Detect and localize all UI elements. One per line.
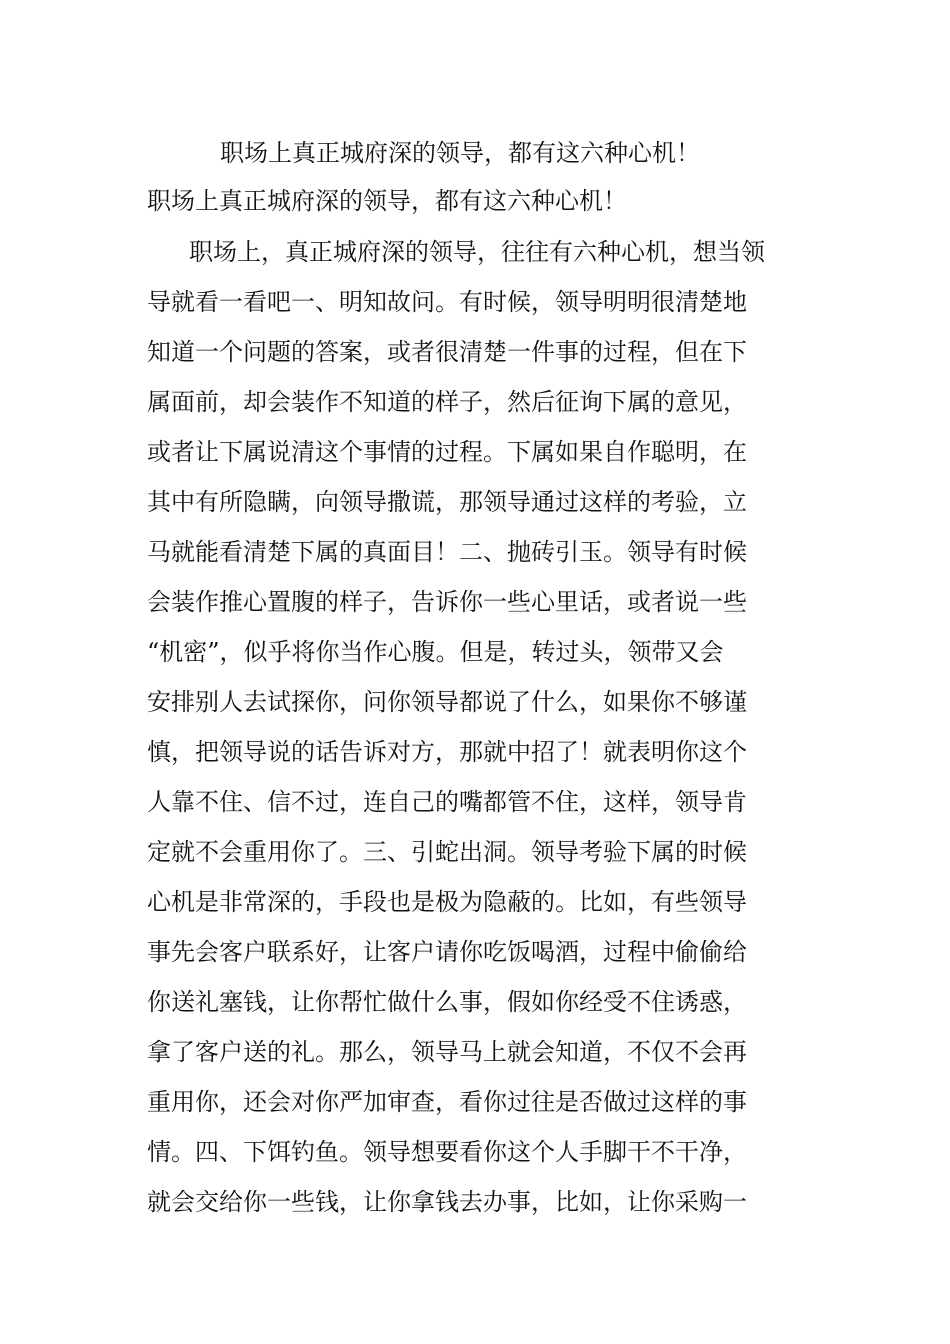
body-line: 导就看一看吧一、明知故问。有时候，领导明明很清楚地 — [147, 288, 747, 316]
body-line: 定就不会重用你了。三、引蛇出洞。领导考验下属的时候 — [147, 838, 747, 866]
body-line: 或者让下属说清这个事情的过程。下属如果自作聪明，在 — [147, 438, 747, 466]
body-line: 心机是非常深的，手段也是极为隐蔽的。比如，有些领导 — [147, 888, 747, 916]
body-line: 马就能看清楚下属的真面目！二、抛砖引玉。领导有时候 — [147, 538, 747, 566]
body-line: 拿了客户送的礼。那么，领导马上就会知道，不仅不会再 — [147, 1038, 747, 1066]
body-line: 其中有所隐瞒，向领导撒谎，那领导通过这样的考验，立 — [147, 488, 747, 516]
document-title: 职场上真正城府深的领导，都有这六种心机！ — [220, 139, 700, 167]
document-subtitle: 职场上真正城府深的领导，都有这六种心机！ — [147, 187, 627, 215]
body-line: 你送礼塞钱，让你帮忙做什么事，假如你经受不住诱惑， — [147, 988, 747, 1016]
body-line: 人靠不住、信不过，连自己的嘴都管不住，这样，领导肯 — [147, 788, 747, 816]
body-line: 重用你，还会对你严加审查，看你过往是否做过这样的事 — [147, 1088, 747, 1116]
body-line: 属面前，却会装作不知道的样子，然后征询下属的意见， — [147, 388, 747, 416]
body-line: 就会交给你一些钱，让你拿钱去办事，比如，让你采购一 — [147, 1188, 747, 1216]
body-line: 情。四、下饵钓鱼。领导想要看你这个人手脚干不干净， — [147, 1138, 747, 1166]
body-line: 慎，把领导说的话告诉对方，那就中招了！就表明你这个 — [147, 738, 747, 766]
body-paragraph — [147, 232, 812, 1232]
body-line: 会装作推心置腹的样子，告诉你一些心里话，或者说一些 — [147, 588, 747, 616]
body-line: 知道一个问题的答案，或者很清楚一件事的过程，但在下 — [147, 338, 747, 366]
body-line: “机密”，似乎将你当作心腹。但是，转过头，领带又会 — [147, 638, 724, 666]
body-line: 职场上，真正城府深的领导，往往有六种心机，想当领 — [189, 238, 765, 266]
body-line: 事先会客户联系好，让客户请你吃饭喝酒，过程中偷偷给 — [147, 938, 747, 966]
body-line: 安排别人去试探你，问你领导都说了什么，如果你不够谨 — [147, 688, 747, 716]
